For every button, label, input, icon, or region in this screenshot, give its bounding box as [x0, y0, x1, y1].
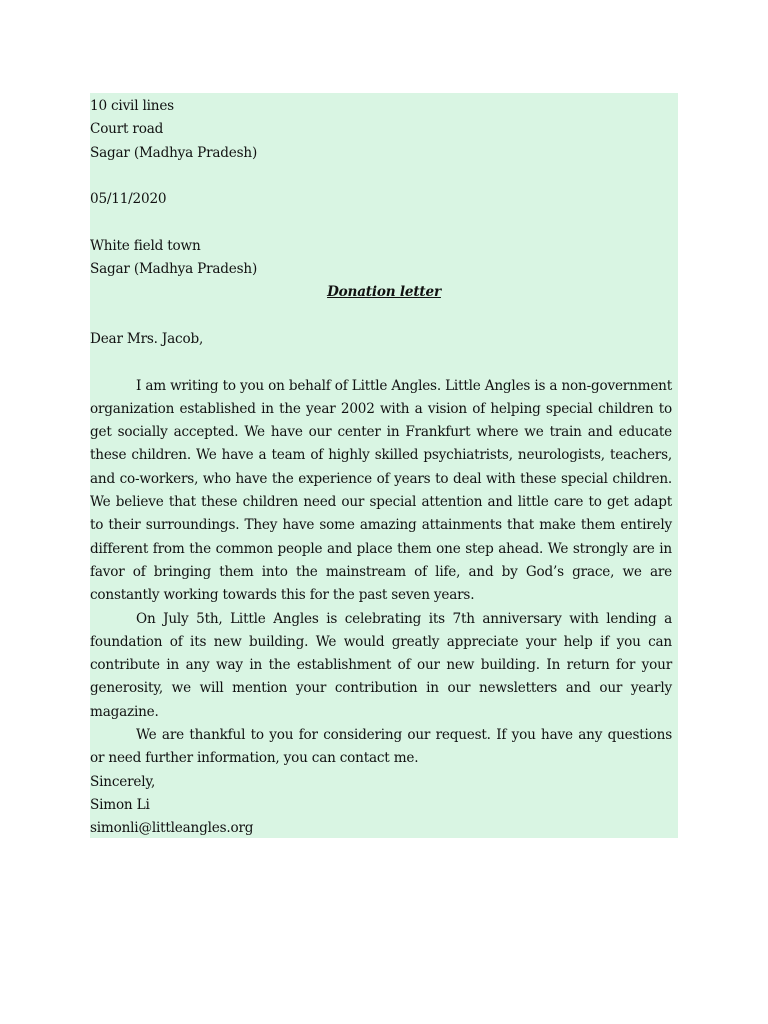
- letter-body: [90, 95, 672, 841]
- body-paragraph-1: I am writing to you on behalf of Little Angles. Little Angles is a non-government organization established in the year 2002 with a vision of helping special children to get socially accepted. We have our center in Frankfurt where we train and educate these children. We have a team of highly skilled psychiatrists, neurologists, teachers, and co-workers, who have the experience of years to deal with these special children. We believe that these children need our special attention and little care to get adapt to their surroundings. They have some amazing attainments that make them entirely different from the common people and place them one step ahead. We strongly are in favor of bringing them into the mainstream of life, and by God’s grace, we are constantly working towards this for the past seven years.: [90, 377, 672, 604]
- contact-email: simonli@littleangles.org: [90, 820, 254, 837]
- body-paragraph-3: We are thankful to you for considering our request. If you have any questions or need further information, you can contact me.: [90, 727, 672, 767]
- salutation: Dear Mrs. Jacob,: [90, 330, 204, 347]
- closing: Sincerely,: [90, 773, 156, 790]
- signature-name: Simon Li: [90, 796, 150, 813]
- letter-title: Donation letter: [327, 284, 441, 301]
- letter-date: 05/11/2020: [90, 191, 167, 208]
- sender-address-line-1: 10 civil lines: [90, 98, 174, 114]
- recipient-address-line-1: White field town: [90, 237, 201, 254]
- recipient-address-line-2: Sagar (Madhya Pradesh): [90, 261, 258, 278]
- body-paragraph-2: On July 5th, Little Angles is celebrating its 7th anniversary with lending a foundation of its new building. We would greatly appreciate your help if you can contribute in any way in the establishment of our new building. In return for your generosity, we will mention your contribution in our newsletters and our yearly magazine.: [90, 610, 672, 720]
- sender-address-line-3: Sagar (Madhya Pradesh): [90, 144, 258, 161]
- sender-address-line-2: Court road: [90, 121, 164, 138]
